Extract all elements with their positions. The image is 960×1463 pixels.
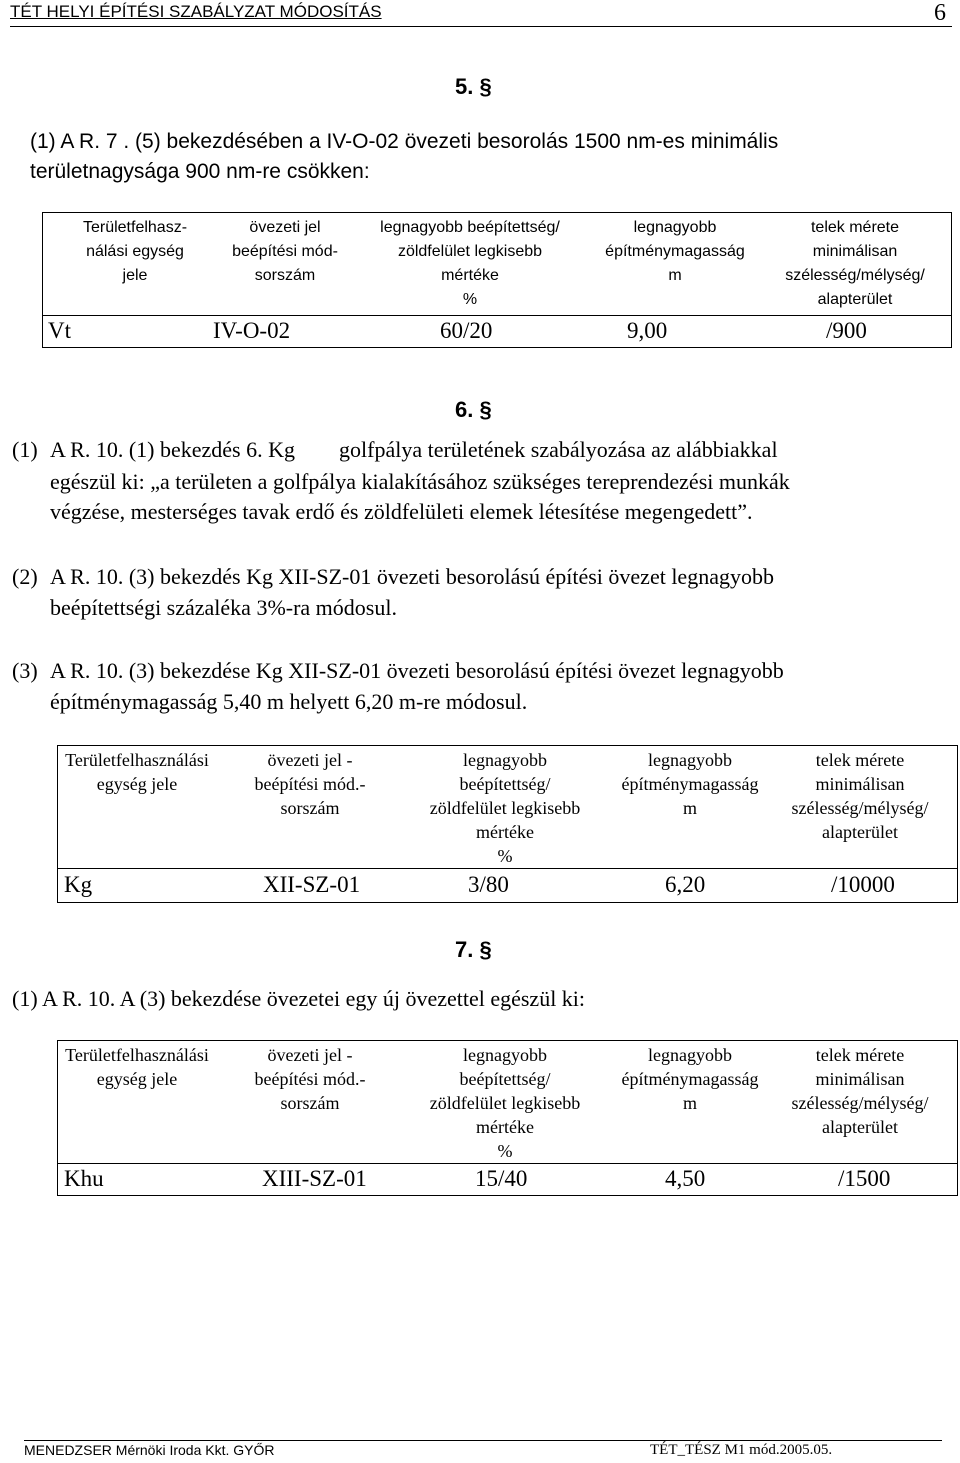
s6-p2-line-1: A R. 10. (3) bekezdés Kg XII-SZ-01 övezeti besorolású építési övezet legnagyobb — [50, 564, 774, 589]
s5-paragraph-line-2: területnagysága 900 nm-re csökken: — [30, 160, 370, 183]
s6-p1-line-3: végzése, mesterséges tavak erdő és zöldfelületi elemek létesítése megengedett”. — [50, 499, 753, 524]
s6-header-zone-code: övezeti jel - beépítési mód.- sorszám — [254, 750, 366, 818]
s7-cell-plot-size: /1500 — [838, 1166, 891, 1191]
header-divider — [10, 26, 952, 27]
s6-p2-number: (2) — [12, 564, 38, 589]
s7-header-plot-size: telek mérete minimálisan szélesség/mélység/ alapterület — [791, 1045, 929, 1137]
s6-cell-land-use: Kg — [64, 872, 93, 897]
s6-cell-built-ratio: 3/80 — [468, 872, 509, 897]
s5-cell-zone-code: IV-O-02 — [213, 318, 291, 343]
s6-p3-line-2: építménymagasság 5,40 m helyett 6,20 m-re módosul. — [50, 689, 528, 714]
s7-header-zone-code: övezeti jel - beépítési mód.- sorszám — [254, 1045, 366, 1113]
s7-cell-zone-code: XIII-SZ-01 — [262, 1166, 367, 1191]
s6-p2-line-2: beépítettségi százaléka 3%-ra módosul. — [50, 595, 397, 620]
s6-header-building-height: legnagyobb építménymagasság m — [621, 750, 759, 818]
section-5-heading: 5. § — [455, 74, 492, 99]
s6-header-land-use: Területfelhasználási egység jele — [65, 750, 209, 794]
s5-cell-land-use: Vt — [48, 318, 71, 343]
s7-header-land-use: Területfelhasználási egység jele — [65, 1045, 209, 1089]
s6-table-divider — [58, 868, 957, 869]
section-7-heading: 7. § — [455, 937, 492, 962]
s6-header-plot-size: telek mérete minimálisan szélesség/mélység/ alapterület — [791, 750, 929, 842]
s6-p1-line-1: A R. 10. (1) bekezdés 6. Kg golfpálya területének szabályozása az alábbiakkal — [50, 437, 778, 462]
s7-header-building-height: legnagyobb építménymagasság m — [621, 1045, 759, 1113]
s7-table-divider — [58, 1163, 957, 1164]
s6-cell-plot-size: /10000 — [831, 872, 895, 897]
s7-header-built-ratio: legnagyobb beépítettség/ zöldfelület legkisebb mértéke % — [429, 1045, 581, 1161]
footer-company: MENEDZSER Mérnöki Iroda Kkt. GYŐR — [24, 1442, 275, 1458]
document-title: TÉT HELYI ÉPÍTÉSI SZABÁLYZAT MÓDOSÍTÁS — [10, 2, 382, 21]
s5-header-zone-code: övezeti jel beépítési mód- sorszám — [232, 219, 338, 284]
s6-p3-line-1: A R. 10. (3) bekezdése Kg XII-SZ-01 övezeti besorolású építési övezet legnagyobb — [50, 658, 784, 683]
footer-document-code: TÉT_TÉSZ M1 mód.2005.05. — [650, 1442, 833, 1458]
s7-cell-built-ratio: 15/40 — [475, 1166, 528, 1191]
s6-p1-line-2: egészül ki: „a területen a golfpálya kialakításához szükséges tereprendezési munkák — [50, 469, 790, 494]
s5-header-land-use: Területfelhasz- nálási egység jele — [82, 219, 188, 284]
footer-divider — [24, 1440, 942, 1441]
s6-header-built-ratio: legnagyobb beépítettség/ zöldfelület legkisebb mértéke % — [429, 750, 581, 866]
s7-cell-building-height: 4,50 — [665, 1166, 706, 1191]
s5-table-divider — [43, 315, 951, 316]
page-number: 6 — [934, 0, 946, 26]
s5-header-plot-size: telek mérete minimálisan szélesség/mélység/ alapterület — [785, 219, 925, 308]
s5-header-built-ratio: legnagyobb beépítettség/ zöldfelület legkisebb mértéke % — [380, 219, 560, 308]
s6-p3-number: (3) — [12, 658, 38, 683]
s5-header-building-height: legnagyobb építménymagasság m — [605, 219, 745, 284]
s7-cell-land-use: Khu — [64, 1166, 104, 1191]
section-6-heading: 6. § — [455, 397, 492, 422]
s5-cell-built-ratio: 60/20 — [440, 318, 493, 343]
s6-p1-number: (1) — [12, 437, 38, 462]
s5-paragraph-line-1: (1) A R. 7 . (5) bekezdésében a IV-O-02 övezeti besorolás 1500 nm-es minimális — [30, 130, 779, 153]
s5-cell-building-height: 9,00 — [627, 318, 668, 343]
s7-paragraph-line-1: (1) A R. 10. A (3) bekezdése övezetei egy új övezettel egészül ki: — [12, 986, 586, 1011]
s5-cell-plot-size: /900 — [826, 318, 867, 343]
s6-cell-building-height: 6,20 — [665, 872, 706, 897]
s6-cell-zone-code: XII-SZ-01 — [263, 872, 361, 897]
